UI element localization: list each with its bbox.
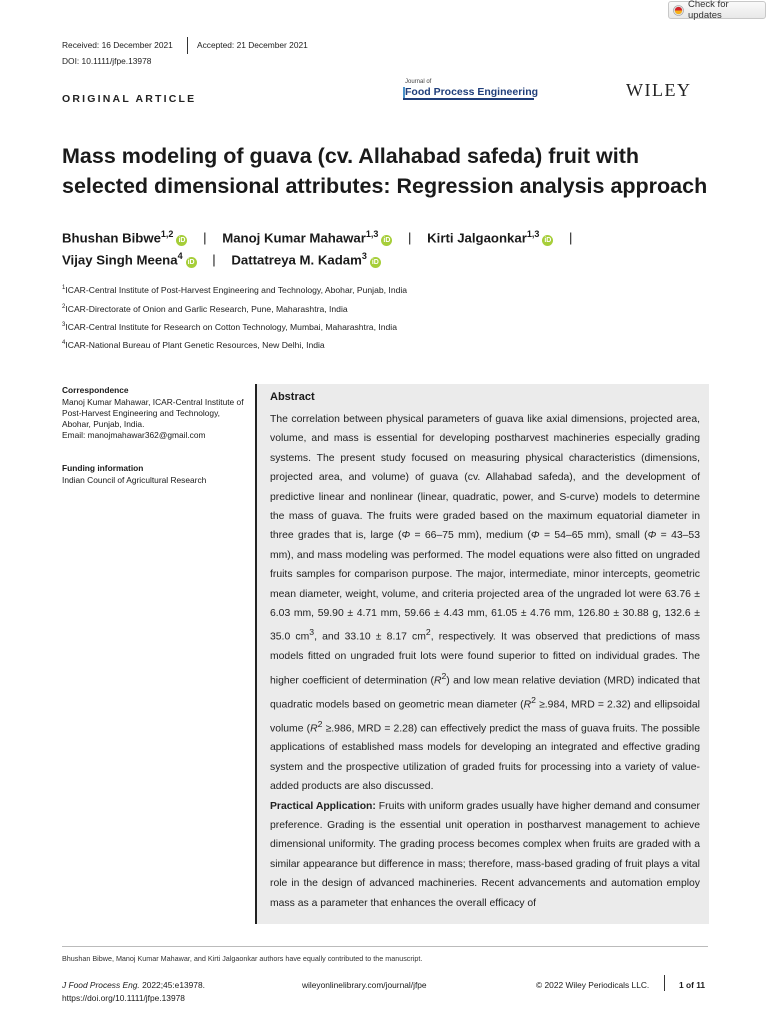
author-name[interactable]: Kirti Jalgaonkar	[427, 230, 527, 246]
affiliation-sup: 2	[62, 304, 66, 311]
abstract-part: ≥.984, MRD = 2.32) and ellipsoidal volume (	[270, 699, 700, 734]
author-name[interactable]: Manoj Kumar Mahawar	[222, 230, 366, 246]
footer-citation-rest: 2022;45:e13978.	[139, 980, 205, 990]
author-affil-sup: 4	[177, 251, 183, 261]
journal-logo[interactable]	[403, 79, 539, 101]
affiliation	[62, 322, 397, 332]
correspondence-address: Manoj Kumar Mahawar, ICAR-Central Institute of Post-Harvest Engineering and Technology, Abohar, Punjab, India.	[62, 397, 244, 429]
correspondence-email[interactable]: Email: manojmahawar362@gmail.com	[62, 430, 206, 440]
superscript: 2	[531, 694, 536, 705]
abstract-part: ) and low mean relative deviation (MRD) indicated that quadratic models based on geometric mean diameter (	[270, 675, 700, 711]
publisher-logo[interactable]: WILEY	[626, 80, 692, 100]
abstract-text	[270, 410, 700, 913]
authors-line-2	[62, 251, 381, 268]
footer-citation	[62, 980, 205, 990]
journal-logo-small: Journal of	[405, 79, 432, 85]
orcid-icon[interactable]: iD	[178, 237, 186, 245]
crossmark-icon	[673, 5, 684, 16]
footer-doi-link[interactable]: https://doi.org/10.1111/jfpe.13978	[62, 993, 185, 1003]
received-date: Received: 16 December 2021	[62, 40, 173, 50]
article-type: ORIGINAL ARTICLE	[62, 93, 197, 105]
footer-copyright: © 2022 Wiley Periodicals LLC.	[536, 980, 650, 990]
author-affil-sup: 1,2	[160, 229, 174, 239]
footnote-rule	[62, 946, 708, 947]
affiliation	[62, 285, 407, 295]
affiliation	[62, 304, 348, 314]
author-name[interactable]: Dattatreya M. Kadam	[231, 252, 362, 268]
author-separator: |	[212, 252, 216, 268]
footnote: Bhushan Bibwe, Manoj Kumar Mahawar, and Kirti Jalgaonkar authors have equally contributed to the manuscript.	[62, 954, 423, 963]
affiliation	[62, 340, 325, 350]
affiliation-sup: 4	[62, 340, 66, 347]
journal-logo-name: Food Process Engineering	[405, 86, 539, 98]
meta-divider	[187, 37, 188, 54]
abstract-part: The correlation between physical parameters of guava like axial dimensions, projected area, volume, and mass is essential for developing postharvest machineries especially grading systems. The present study focused on measuring physical characteristics (dimensions, projected area, and volume) of guava (cv. Allahabad safeda), and the development of predictive linear and nonlinear (linear, quadratic, power, and S-curve) models to determine the mass of guava. The fruits were graded based on the maximum equatorial diameter in three grades that is, large (	[270, 414, 700, 542]
author-affil-sup: 1,3	[365, 229, 379, 239]
abstract-part: = 54–65 mm), small (	[539, 530, 648, 542]
affiliation-text: ICAR-Central Institute for Research on Cotton Technology, Mumbai, Maharashtra, India	[65, 322, 397, 332]
affiliation-text: ICAR-Central Institute of Post-Harvest Engineering and Technology, Abohar, Punjab, India	[65, 285, 408, 295]
r-symbol: R	[523, 699, 532, 711]
author-separator: |	[569, 230, 573, 246]
accepted-date: Accepted: 21 December 2021	[197, 40, 308, 50]
footer-journal-abbrev: J Food Process Eng.	[62, 980, 140, 990]
funding-body: Indian Council of Agricultural Research	[62, 475, 207, 485]
phi-symbol: Φ	[647, 530, 657, 542]
abstract-part: , respectively. It was observed that predictions of mass models fitted on ungraded fruit lots were found superior to fitted on individual grades. The higher coefficient of determination (	[270, 631, 701, 687]
footer-divider	[664, 975, 665, 991]
author-name[interactable]: Bhushan Bibwe	[62, 230, 161, 246]
author-name[interactable]: Vijay Singh Meena	[62, 252, 178, 268]
authors-line-1	[62, 229, 584, 246]
page-number: 1 of 11	[679, 980, 706, 990]
phi-symbol: Φ	[530, 530, 540, 542]
superscript: 2	[317, 718, 323, 729]
author-separator: |	[203, 230, 207, 246]
phi-symbol: Φ	[401, 530, 411, 542]
affiliation-text: ICAR-Directorate of Onion and Garlic Research, Pune, Maharashtra, India	[65, 304, 348, 314]
superscript: 3	[309, 627, 315, 638]
abstract-part: = 66–75 mm), medium (	[410, 530, 531, 542]
orcid-icon[interactable]: iD	[187, 259, 195, 267]
practical-application-text: Fruits with uniform grades usually have higher demand and consumer preference. Grading is the essential unit operation in postharvest management to achieve dimensional uniformity. The grading process becomes complex when fruits are graded with a similar appearance but difference in mass; therefore, mass-based grading of fruit plays a vital role in the design of advanced machineries. Recent advancements and automation employ mass as a parameter that enhances the overall efficacy of	[270, 800, 700, 909]
author-affil-sup: 1,3	[526, 229, 540, 239]
paper-title: Mass modeling of guava (cv. Allahabad safeda) fruit with selected dimensional attributes: Regression analysis approach	[62, 144, 708, 198]
check-for-updates-button[interactable]	[668, 1, 766, 19]
r-symbol: R	[310, 722, 318, 734]
check-for-updates-label: Check for updates	[687, 0, 729, 21]
correspondence-heading: Correspondence	[62, 385, 129, 395]
abstract-heading: Abstract	[270, 391, 315, 403]
funding-heading: Funding information	[62, 463, 144, 473]
superscript: 2	[425, 627, 431, 638]
r-symbol: R	[433, 675, 442, 687]
orcid-icon[interactable]: iD	[371, 259, 379, 267]
abstract-part: ≥.986, MRD = 2.28) can effectively predict the mass of guava fruits. The possible applications of established mass models for developing an integrated and effective grading system and the prospective utilization of graded fruits for processing into a variety of value-added products are also discussed.	[270, 722, 700, 793]
journal-logo-underline	[403, 98, 534, 100]
abstract-part: = 43–53 mm), and mass modeling was performed. The model equations were also fitted on ungraded fruits samples for comparison purpose. The major, intermediate, minor intercepts, geometric mean diameter, weight, volume, and criteria projected area of the ungraded lot were 63.76 ± 6.03 mm, 59.90 ± 4.71 mm, 59.66 ± 4.43 mm, 61.05 ± 4.76 mm, 126.80 ± 30.88 g, 132.6 ± 35.0 cm	[270, 530, 700, 643]
affiliation-sup: 3	[62, 322, 66, 329]
correspondence-body	[62, 397, 244, 441]
author-separator: |	[408, 230, 412, 246]
doi-text: DOI: 10.1111/jfpe.13978	[62, 56, 152, 66]
superscript: 2	[441, 670, 447, 681]
abstract-part: , and 33.10 ± 8.17 cm	[314, 631, 426, 643]
affiliation-text: ICAR-National Bureau of Plant Genetic Resources, New Delhi, India	[65, 340, 325, 350]
orcid-icon[interactable]: iD	[544, 237, 552, 245]
footer-site-link[interactable]: wileyonlinelibrary.com/journal/jfpe	[302, 980, 427, 990]
affiliation-sup: 1	[62, 285, 66, 292]
practical-application-label: Practical Application:	[270, 800, 376, 812]
author-affil-sup: 3	[361, 251, 367, 261]
orcid-icon[interactable]: iD	[383, 237, 391, 245]
